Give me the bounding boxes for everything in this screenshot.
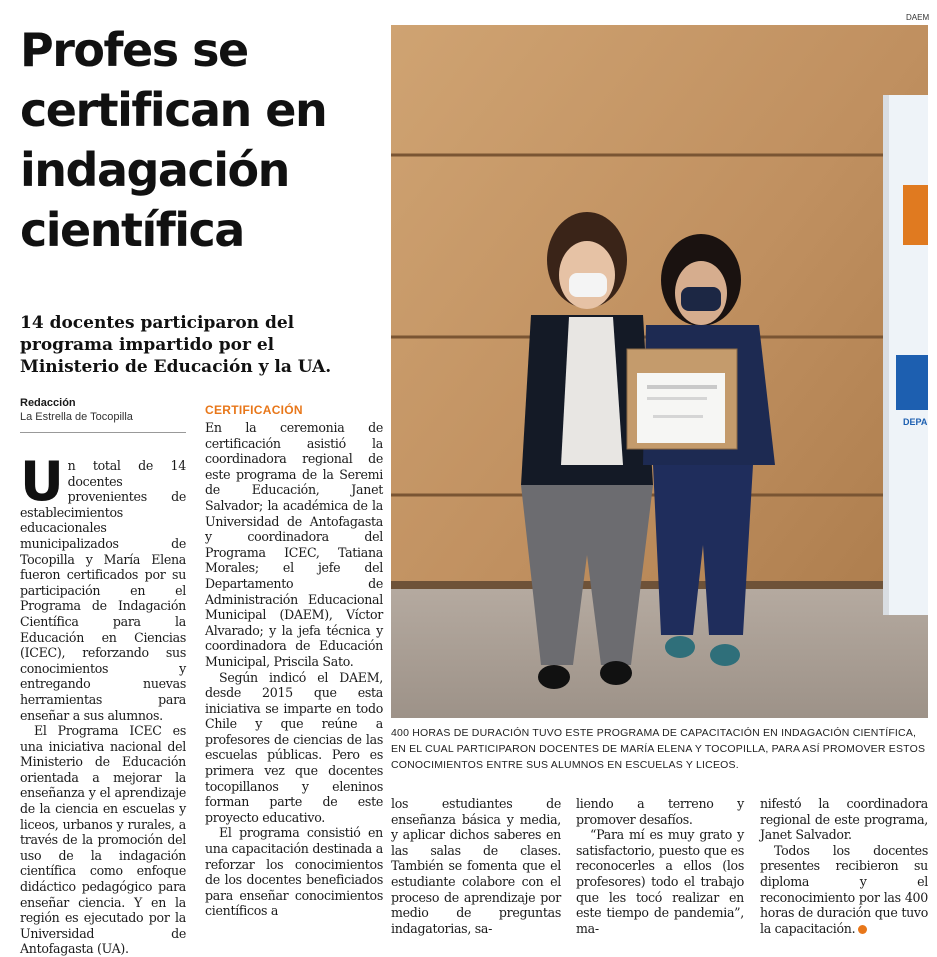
paragraph: En la ceremonia de certificación asistió la coordinadora regional de este programa de la Seremi de Educación, Janet Salvador; la académica de la Universidad de Antofagasta y coordinadora del Programa ICEC, Tatiana Morales; el jefe del Departamento de Administración Educacional Municipal (DAEM), Víctor Alvarado; y la jefa técnica y coordinadora de Educación Municipal, Priscila Sato. bbox=[205, 420, 383, 669]
article-column-2 bbox=[205, 420, 383, 919]
article-photo bbox=[391, 25, 928, 718]
byline-author: Redacción bbox=[20, 397, 76, 409]
article-column-4 bbox=[576, 796, 744, 936]
drop-cap: U bbox=[20, 450, 64, 513]
paragraph: n total de 14 docentes provenientes de establecimientos educacionales municipalizados de Tocopilla y María Elena fueron certificados por su participación en el Programa de Indagación Científica para la Educación en Ciencias (ICEC), reforzando sus conocimientos y entregando nuevas herramientas para enseñar a sus alumnos. bbox=[20, 458, 186, 723]
byline-divider bbox=[20, 432, 186, 433]
paragraph: El programa consistió en una capacitación destinada a reforzar los conocimientos de los docentes beneficiados para enseñar conocimientos científicos a bbox=[205, 825, 383, 919]
paragraph: “Para mí es muy grato y satisfactorio, puesto que es reconocerles a ellos (los profesores) todo el trabajo que les tocó realizar en este tiempo de pandemia”, ma- bbox=[576, 827, 744, 936]
article-column-5 bbox=[760, 796, 928, 936]
headline: Profes se certifican en indagación científica bbox=[20, 23, 327, 257]
paragraph bbox=[760, 843, 928, 937]
end-mark-icon bbox=[858, 925, 867, 934]
byline-publication: La Estrella de Tocopilla bbox=[20, 411, 133, 423]
paragraph: nifestó la coordinadora regional de este programa, Janet Salvador. bbox=[760, 796, 928, 843]
article-column-1 bbox=[20, 450, 186, 957]
photo-illustration bbox=[391, 25, 928, 718]
paragraph: Según indicó el DAEM, desde 2015 que esta iniciativa se imparte en todo Chile y que reúne a profesores de ciencias de las escuelas públicas. Pero es primera vez que docentes tocopillanos y eleninos forman parte de este proyecto educativo. bbox=[205, 669, 383, 825]
final-paragraph-text: Todos los docentes presentes recibieron su diploma y el reconocimiento por las 400 horas de duración que tuvo la capacitación. bbox=[760, 842, 928, 936]
photo-credit: DAEM bbox=[906, 13, 930, 22]
photo-caption: 400 HORAS DE DURACIÓN TUVO ESTE PROGRAMA DE CAPACITACIÓN EN INDAGACIÓN CIENTÍFICA, EN EL CUAL PARTICIPARON DOCENTES DE MARÍA ELENA Y TOCOPILLA, PARA ASÍ PROMOVER ESTOS CONOCIMIENTOS ENTRE SUS ALUMNOS EN ESCUELAS Y LICEOS. bbox=[391, 727, 926, 771]
section-kicker: CERTIFICACIÓN bbox=[205, 403, 303, 417]
banner-text: DEPA bbox=[903, 417, 928, 427]
paragraph: El Programa ICEC es una iniciativa nacional del Ministerio de Educación orientada a mejorar la enseñanza y el aprendizaje de la ciencia en escuelas y liceos, urbanos y rurales, a través de la promoción del uso de la indagación científica como enfoque didáctico pedagógico para enseñar ciencia. Y en la región es ejecutado por la Universidad de Antofagasta (UA). bbox=[20, 723, 186, 957]
deck-subtitle: 14 docentes participaron del programa impartido por el Ministerio de Educación y la UA. bbox=[20, 313, 332, 377]
paragraph: liendo a terreno y promover desafíos. bbox=[576, 796, 744, 827]
article-column-3 bbox=[391, 796, 561, 936]
paragraph: los estudiantes de enseñanza básica y media, y aplicar dichos saberes en las salas de clases. También se fomenta que el estudiante colabore con el proceso de aprendizaje por medio de preguntas indagatorias, sa- bbox=[391, 796, 561, 936]
